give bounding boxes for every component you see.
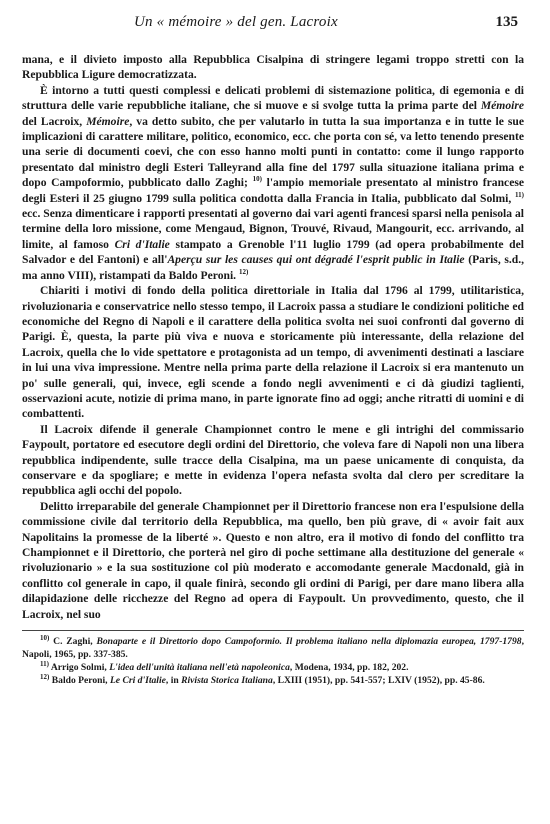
note-ref: 10) [252, 175, 262, 184]
text-run: , va detto subito, che per valutarlo in tutta la sua importanza e in tutte le sue implicazioni di carattere militare, politico, economico, ecc. che porta con sé, va letto tenendo presente una serie di documenti coevi, che con esso hanno molti punti in contatto: come il lungo rapporto presentato dal ministro degli Esteri Talleyrand alla fine del 1797 sulla situazione italiana prima e dopo Campoformio, pubblicato dallo Zaghi; [22, 114, 524, 190]
text-run: del Lacroix, [22, 114, 87, 128]
main-text [22, 52, 524, 622]
text-run: (Paris, s.d., ma anno VIII), ristampati da Baldo Peroni. [22, 253, 524, 282]
page-header [22, 14, 524, 44]
text-run: mana, e il divieto imposto alla Repubblica Cisalpina di stringere legami troppo stretti con la Repubblica Ligure democratizzata. [22, 53, 524, 82]
paragraph [22, 83, 524, 283]
note-ref: 12) [40, 672, 50, 681]
italic-text: Aperçu sur les causes qui ont dégradé l'esprit public in Italie [167, 253, 465, 267]
footnotes [22, 630, 524, 687]
page-number: 135 [495, 14, 518, 30]
footnote [22, 635, 524, 661]
italic-text: Mémoire [86, 114, 130, 128]
text-run: Delitto irreparabile del generale Championnet per il Direttorio francese non era l'espulsione della commissione civile dal territorio della Repubblica, ma quello, ben più grave, di « avoir fait aux Napolitains la promesse de la liberté ». Questo e non altro, era il motivo di fondo del conflitto tra Championnet e il Direttorio, che porterà nel giro di poche settimane alla destituzione del generale « rivoluzionario » e la sua sostituzione col più moderato e accomodante generale Macdonald, già in conflitto col generale in capo, il quale finirà, secondo gli ordini di Parigi, per dare mano libera alla dilapidazione delle ricchezze del Regno ad opera di Faypoult. Un provvedimento, questo, che il Lacroix, nel suo [22, 499, 524, 621]
text-run: È intorno a tutti questi complessi e delicati problemi di sistemazione politica, di egemonia e di struttura delle varie repubbliche italiane, che si muove e si svolge tutta la prima parte del [22, 83, 524, 113]
text-run: , LXIII (1951), pp. 541-557; LXIV (1952), pp. 45-86. [272, 675, 485, 687]
italic-text: L'idea dell'unità italiana nell'età napoleonica [109, 662, 290, 674]
italic-text: Mémoire [480, 99, 524, 113]
footnote [22, 661, 524, 674]
text-run: Chiariti i motivi di fondo della politica direttoriale in Italia dal 1796 al 1799, utilitaristica, rivoluzionaria e conservatrice nello stesso tempo, il Lacroix passa a studiare le condizioni politiche ed economiche del Regno di Napoli e il carattere della politica svolta nei suoi confronti dal governo di Parigi. È, questa, la parte più viva e nuova e storicamente più interessante, della relazione del Lacroix, quella che lo vide spettatore e protagonista ad un tempo, di avvenimenti destinati a lasciare in lui una viva impressione. Mentre nella prima parte della relazione il Lacroix si era mantenuto un po' sulle generali, qui, invece, egli scende a fondo negli avvenimenti e ci dà giudizi taglienti, osservazioni acute, notizie di prima mano, in parte ignorate fino ad oggi; anche ritratti di uomini e di combattenti. [22, 284, 524, 421]
paragraph [22, 499, 524, 622]
italic-text: Le Cri d'Italie [109, 675, 166, 687]
text-run: Baldo Peroni, [49, 675, 110, 687]
footnote [22, 674, 524, 687]
text-run: , Modena, 1934, pp. 182, 202. [289, 662, 409, 674]
italic-text: Cri d'Italie [114, 237, 170, 251]
note-ref: 11) [515, 190, 524, 199]
note-ref: 11) [40, 659, 49, 668]
text-run: , in [165, 675, 182, 687]
paragraph [22, 283, 524, 422]
text-run: l'ampio memoriale presentato al ministro francese degli Esteri il 25 giugno 1799 sulla politica condotta dalla Francia in Italia, pubblicato dal Solmi, [22, 176, 525, 205]
paragraph [22, 52, 524, 83]
paragraph [22, 422, 524, 499]
text-run: ecc. Senza dimenticare i rapporti presentati al governo dai vari agenti francesi sparsi nella penisola al termine della loro missione, come Mengaud, Bignon, Trouvé, Rivaud, Mangourit, ecc. arrivando, al limite, al famoso [22, 207, 524, 251]
text-run: Il Lacroix difende il generale Championnet contro le mene e gli intrighi del commissario Faypoult, portatore ed esecutore degli ordini del Direttorio, che voleva fare di Napoli non una libera repubblica indipendente, sulle tracce della Cisalpina, ma un paese unicamente di conquista, da conservare e da spogliare; e mette in evidenza l'opera nefasta svolta dal clero per screditare la repubblica agli occhi del popolo. [22, 422, 524, 498]
text-run: C. Zaghi, [49, 636, 97, 648]
text-run: Arrigo Solmi, [48, 662, 110, 674]
note-ref: 10) [40, 633, 50, 642]
text-run: , Napoli, 1965, pp. 337-385. [22, 636, 524, 661]
book-page [22, 14, 524, 687]
running-title: Un « mémoire » del gen. Lacroix [134, 14, 338, 30]
note-ref: 12) [238, 267, 249, 276]
italic-text: Rivista Storica Italiana [181, 675, 273, 687]
italic-text: Bonaparte e il Direttorio dopo Campoformio. Il problema italiano nella diplomazia europea, 1797-1798 [96, 636, 522, 648]
text-run: stampato a Grenoble l'11 luglio 1799 (ad opera probabilmente del Salvador e del Fantoni) e all' [22, 237, 524, 267]
